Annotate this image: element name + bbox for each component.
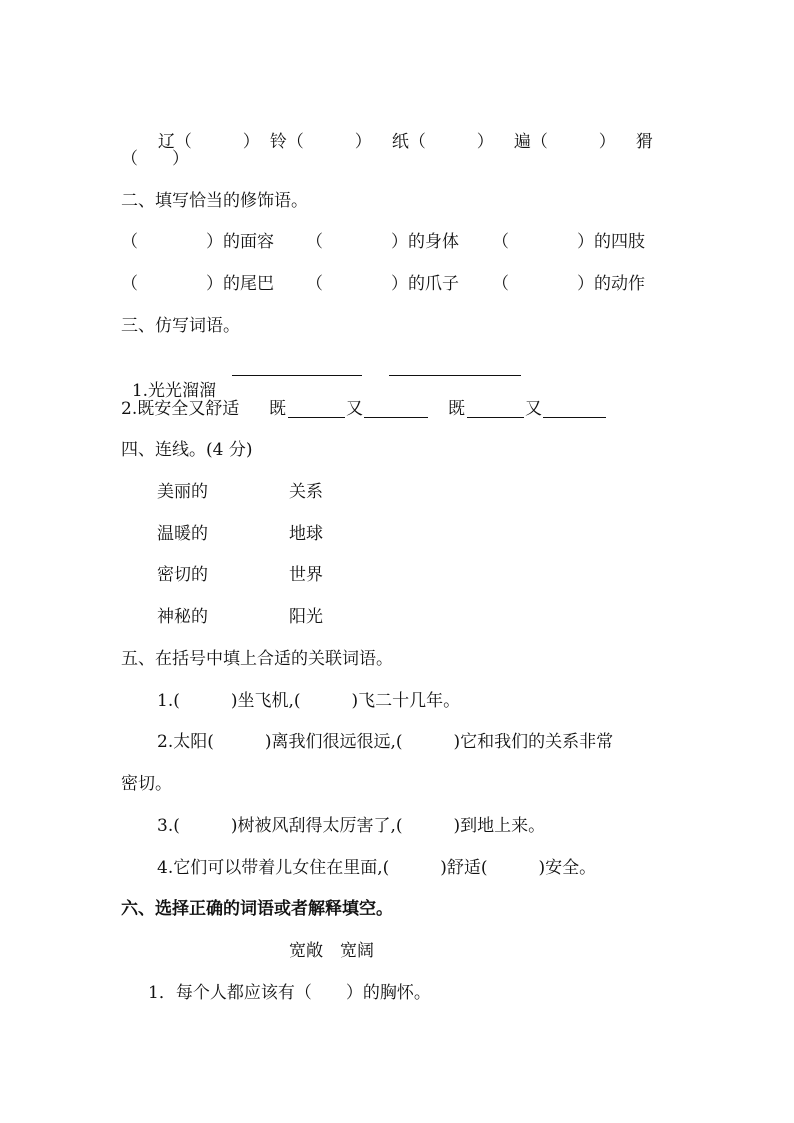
- match-right-item[interactable]: 地球: [289, 524, 323, 544]
- match-right-item[interactable]: 阳光: [289, 607, 323, 627]
- match-right-item[interactable]: 世界: [289, 565, 323, 585]
- modifier-item[interactable]: （ ）的身体: [306, 232, 459, 252]
- modifier-item[interactable]: （ ）的动作: [492, 274, 645, 294]
- question-line[interactable]: 4.它们可以带着儿女住在里面,( )舒适( )安全。: [157, 858, 597, 878]
- answer-paren[interactable]: （ ）: [530, 132, 616, 152]
- modifier-item[interactable]: （ ）的爪子: [306, 274, 459, 294]
- section-title: 五、在括号中填上合适的关联词语。: [121, 649, 393, 669]
- match-left-item[interactable]: 神秘的: [157, 607, 208, 627]
- answer-blank[interactable]: [232, 357, 362, 376]
- modifier-item[interactable]: （ ）的面容: [121, 232, 274, 252]
- match-left-item[interactable]: 温暖的: [157, 524, 208, 544]
- match-left-item[interactable]: 美丽的: [157, 482, 208, 502]
- imitation-item-1: [121, 355, 216, 403]
- answer-paren[interactable]: （ ）: [408, 132, 494, 152]
- answer-blank[interactable]: [467, 399, 524, 418]
- question-line[interactable]: 1.( )坐飞机,( )飞二十几年。: [157, 691, 461, 711]
- question-line[interactable]: 1．每个人都应该有（ ）的胸怀。: [148, 983, 431, 1003]
- char-item-3: [381, 106, 494, 154]
- answer-paren[interactable]: （ ）: [286, 132, 372, 152]
- modifier-item[interactable]: （ ）的四肢: [492, 232, 645, 252]
- char: 猾: [635, 132, 653, 152]
- char: 遍: [513, 132, 531, 152]
- question-line[interactable]: 2.太阳( )离我们很远很远,( )它和我们的关系非常: [157, 732, 614, 752]
- modifier-item[interactable]: （ ）的尾巴: [121, 274, 274, 294]
- answer-blank[interactable]: [364, 399, 428, 418]
- ji-label: 既: [269, 399, 286, 419]
- char: 铃: [269, 132, 287, 152]
- you-label: 又: [525, 399, 542, 419]
- you-label: 又: [346, 399, 363, 419]
- section-title: 三、仿写词语。: [121, 316, 240, 336]
- answer-blank[interactable]: [389, 357, 521, 376]
- item-label: 1.光光溜溜: [131, 381, 217, 401]
- answer-paren[interactable]: （ ）: [121, 149, 189, 169]
- ji-label: 既: [448, 399, 465, 419]
- word-choices: 宽敞 宽阔: [289, 941, 374, 961]
- char-item-4: [503, 106, 616, 154]
- section-title: 六、选择正确的词语或者解释填空。: [121, 899, 393, 919]
- match-left-item[interactable]: 密切的: [157, 565, 208, 585]
- char: 纸: [391, 132, 409, 152]
- answer-paren[interactable]: （ ）: [174, 132, 260, 152]
- item-label: 2.既安全又舒适: [121, 399, 240, 419]
- question-line[interactable]: 3.( )树被风刮得太厉害了,( )到地上来。: [157, 816, 546, 836]
- question-line: 密切。: [121, 774, 172, 794]
- section-title: 四、连线。(4 分): [121, 440, 253, 460]
- answer-blank[interactable]: [543, 399, 606, 418]
- answer-blank[interactable]: [288, 399, 345, 418]
- char-item-2: [259, 106, 372, 154]
- char-item-5: [625, 106, 653, 154]
- char: 辽: [157, 132, 175, 152]
- section-title: 二、填写恰当的修饰语。: [121, 191, 308, 211]
- match-right-item[interactable]: 关系: [289, 482, 323, 502]
